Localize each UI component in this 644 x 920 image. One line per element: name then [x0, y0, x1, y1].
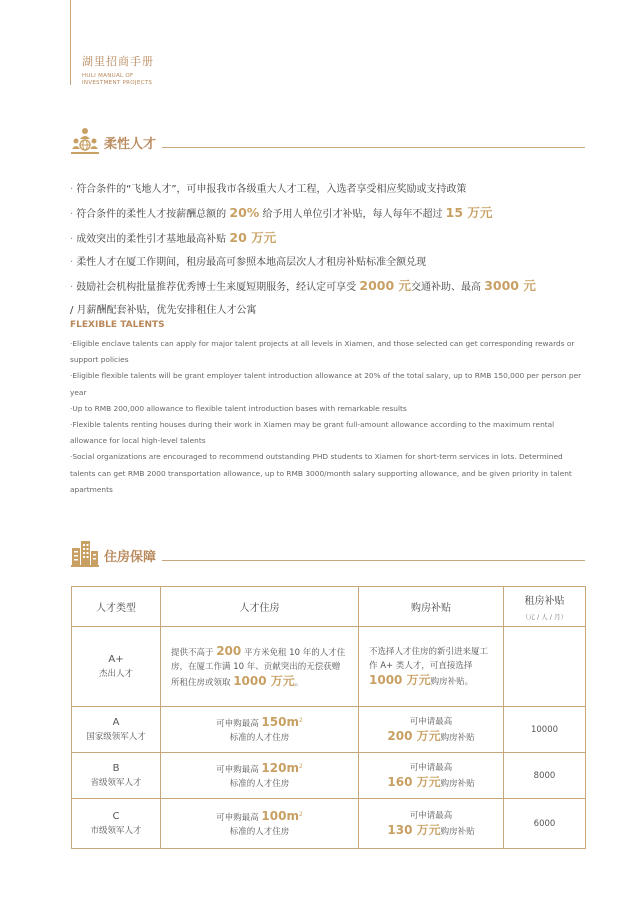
talent-type-cell: A+ 杰出人才 — [72, 627, 161, 707]
english-paragraph: ·Eligible enclave talents can apply for major talent projects at all levels in Xiamen, and those selected can get corresponding rewards or support policies — [70, 339, 575, 365]
housing-cell: 可申购最高 $100m^2$ 标准的人才住房 — [161, 799, 359, 849]
brand-title: 湖里招商手册 — [82, 55, 154, 68]
talent-type-cell: A 国家级领军人才 — [72, 707, 161, 753]
english-paragraph: ·Up to RMB 200,000 allowance to flexible talent introduction bases with remarkable results — [70, 403, 407, 413]
english-paragraph: ·Eligible flexible talents will be grant employer talent introduction allowance at 20% of the total salary, up to RMB 150,000 per person per year — [70, 371, 582, 397]
buildings-icon — [70, 538, 100, 568]
purchase-cell: 可申请最高 160 万元购房补贴 — [359, 753, 504, 799]
header-talent-housing: 人才住房 — [161, 587, 359, 627]
purchase-cell: 可申请最高 130 万元购房补贴 — [359, 799, 504, 849]
list-item: · 鼓励社会机构批量推荐优秀博士生来厦短期服务，经认定可享受 2000 元交通补助、最高 3000 元 — [70, 278, 536, 293]
talent-type-cell: B 省级领军人才 — [72, 753, 161, 799]
section-rule — [162, 147, 585, 148]
rent-cell — [504, 627, 586, 707]
brand-subtitle — [82, 73, 154, 87]
brand-subtitle-line1: HULI MANUAL OF — [82, 73, 134, 79]
header-purchase-subsidy: 购房补贴 — [359, 587, 504, 627]
header-divider-line — [70, 0, 71, 85]
section-rule — [162, 560, 585, 561]
list-item: · 符合条件的“飞地人才”，可申报我市各级重大人才工程，入选者享受相应奖励或支持政策 — [70, 184, 467, 195]
housing-cell: 可申购最高 $150m^2$ 标准的人才住房 — [161, 707, 359, 753]
header-rent-subsidy: 租房补贴 （元 / 人 / 月） — [504, 587, 586, 627]
purchase-cell: 不选择人才住房的新引进来厦工作 A+ 类人才，可直接选择 1000 万元购房补贴。 — [359, 627, 504, 707]
table-row — [72, 799, 586, 849]
brand-block — [82, 53, 154, 87]
english-paragraph: ·Social organizations are encouraged to recommend outstanding PHD students to Xiamen for short-term services in lots. Determined talents can get RMB 2000 transportation allowance, up to RMB 3000/month salary supporting allowance, and be given priority in talent apartments — [70, 452, 572, 494]
list-item: · 成效突出的柔性引才基地最高补贴 20 万元 — [70, 230, 277, 245]
list-item-continuation: / 月薪酬配套补贴，优先安排租住人才公寓 — [70, 305, 257, 316]
section-title: 柔性人才 — [104, 137, 157, 152]
table-row — [72, 753, 586, 799]
brand-subtitle-line2: INVESTMENT PROJECTS — [82, 80, 153, 86]
housing-cell: 可申购最高 $120m^2$ 标准的人才住房 — [161, 753, 359, 799]
table-row — [72, 627, 586, 707]
rent-cell: 8000 — [504, 753, 586, 799]
section-title: 住房保障 — [104, 550, 157, 565]
table-header-row — [72, 587, 586, 627]
header-talent-type: 人才类型 — [72, 587, 161, 627]
talent-type-cell: C 市级领军人才 — [72, 799, 161, 849]
housing-subsidy-table — [71, 586, 586, 849]
section-heading-housing — [70, 538, 585, 568]
people-globe-icon — [70, 125, 100, 155]
list-item: · 柔性人才在厦工作期间，租房最高可参照本地高层次人才租房补贴标准全额兑现 — [70, 257, 427, 268]
rent-cell: 6000 — [504, 799, 586, 849]
english-paragraph: ·Flexible talents renting houses during their work in Xiamen may be grant full-amount allowance according to the maximum rental allowance for local high-level talents — [70, 420, 555, 446]
housing-cell: 提供不高于 200 平方米免租 10 年的人才住房，在厦工作满 10 年、贡献突出的无偿获赠所租住房或领取 1000 万元。 — [161, 627, 359, 707]
english-section-title: FLEXIBLE TALENTS — [70, 320, 165, 330]
list-item: · 符合条件的柔性人才按薪酬总额的 20% 给予用人单位引才补贴，每人每年不超过 15 万元 — [70, 205, 493, 220]
chinese-bullet-list — [70, 178, 590, 322]
section-heading-flexible-talents — [70, 125, 585, 155]
table-row — [72, 707, 586, 753]
purchase-cell: 可申请最高 200 万元购房补贴 — [359, 707, 504, 753]
english-paragraphs — [70, 336, 588, 498]
rent-cell: 10000 — [504, 707, 586, 753]
